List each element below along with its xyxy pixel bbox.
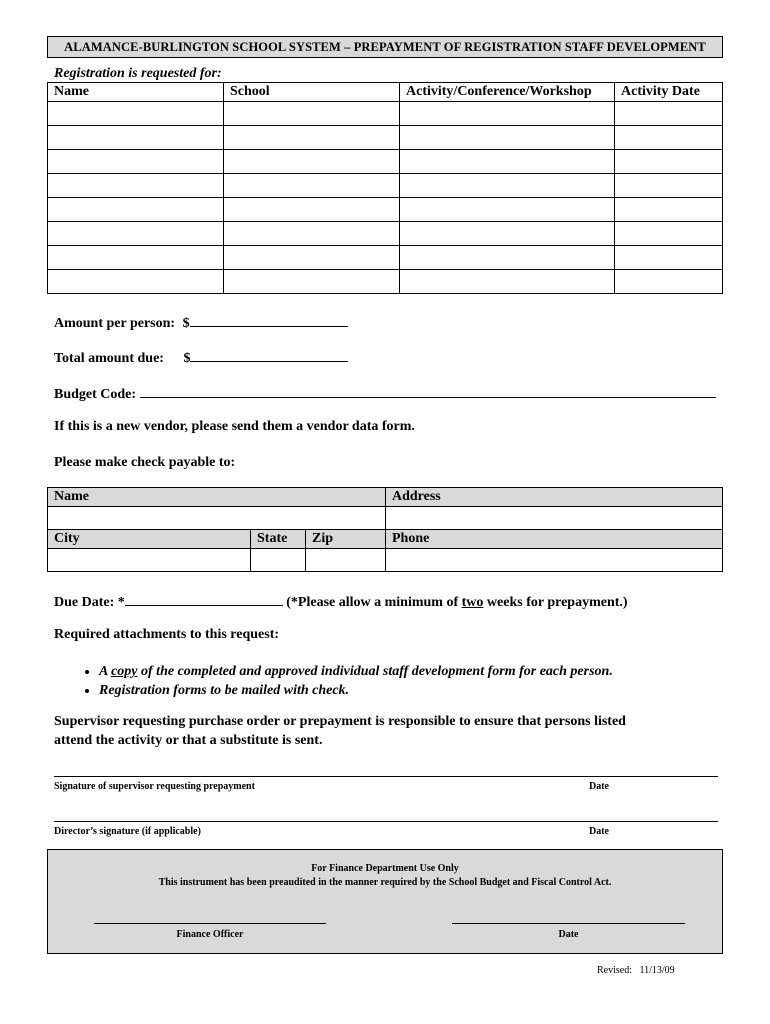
school-cell[interactable]: [224, 246, 400, 270]
activity-cell[interactable]: [400, 102, 615, 126]
finance-officer-label: Finance Officer: [176, 929, 244, 940]
name-cell[interactable]: [48, 270, 224, 294]
total-amount-row: [54, 347, 348, 367]
payable-label: Please make check payable to:: [54, 455, 236, 470]
payee-city-field[interactable]: [48, 549, 251, 572]
currency-symbol: $: [182, 316, 190, 331]
column-header-school: School: [224, 83, 400, 102]
list-item: • Registration forms to be mailed with check.: [99, 681, 734, 700]
due-date-row: [54, 591, 628, 611]
payee-location-entry-row: [48, 549, 723, 572]
budget-code-field[interactable]: [140, 383, 716, 398]
name-cell[interactable]: [48, 198, 224, 222]
activity-date-cell[interactable]: [615, 198, 723, 222]
payee-name-label: Name: [48, 488, 386, 507]
finance-department-box: [47, 849, 723, 954]
school-cell[interactable]: [224, 198, 400, 222]
payee-zip-label: Zip: [306, 530, 386, 549]
name-cell[interactable]: [48, 150, 224, 174]
school-cell[interactable]: [224, 174, 400, 198]
column-header-name: Name: [48, 83, 224, 102]
activity-date-cell[interactable]: [615, 174, 723, 198]
due-date-note-end: weeks for prepayment.): [483, 595, 628, 610]
due-date-note-start: (*Please allow a minimum of: [286, 595, 462, 610]
finance-statement: This instrument has been preaudited in the manner required by the School Budget and Fiscal Control Act.: [158, 877, 612, 888]
school-cell[interactable]: [224, 270, 400, 294]
activity-date-cell[interactable]: [615, 102, 723, 126]
list-item: • A copy of the completed and approved individual staff development form for each person.: [99, 662, 734, 681]
attachments-label: Required attachments to this request:: [54, 627, 280, 642]
director-signature-line[interactable]: [54, 821, 718, 822]
payee-table: [47, 487, 723, 572]
school-cell[interactable]: [224, 126, 400, 150]
revised-date: Revised: 11/13/09: [597, 965, 675, 976]
supervisor-signature-line[interactable]: [54, 776, 718, 777]
copy-emphasis: copy: [111, 664, 138, 679]
table-row: [48, 174, 723, 198]
name-cell[interactable]: [48, 174, 224, 198]
name-cell[interactable]: [48, 222, 224, 246]
payee-state-field[interactable]: [251, 549, 306, 572]
due-date-field[interactable]: [125, 591, 283, 606]
supervisor-responsibility-text: Supervisor requesting purchase order or prepayment is responsible to ensure that persons listed attend the activity or that a substitute is sent.: [54, 714, 626, 748]
amount-per-person-row: [54, 312, 348, 332]
director-signature-label: Director’s signature (if applicable): [54, 826, 201, 837]
school-cell[interactable]: [224, 102, 400, 126]
currency-symbol: $: [183, 351, 191, 366]
table-row: [48, 246, 723, 270]
table-row: [48, 102, 723, 126]
activity-cell[interactable]: [400, 126, 615, 150]
activity-cell[interactable]: [400, 150, 615, 174]
total-amount-field[interactable]: [190, 347, 348, 362]
finance-date-line[interactable]: [452, 923, 685, 924]
activity-cell[interactable]: [400, 246, 615, 270]
name-cell[interactable]: [48, 246, 224, 270]
payee-zip-field[interactable]: [306, 549, 386, 572]
column-header-activity: Activity/Conference/Workshop: [400, 83, 615, 102]
payee-state-label: State: [251, 530, 306, 549]
school-cell[interactable]: [224, 150, 400, 174]
table-row: [48, 270, 723, 294]
form-title: ALAMANCE-BURLINGTON SCHOOL SYSTEM – PREPAYMENT OF REGISTRATION STAFF DEVELOPMENT: [47, 36, 723, 58]
activity-cell[interactable]: [400, 198, 615, 222]
finance-date-label: Date: [558, 929, 579, 940]
finance-heading: For Finance Department Use Only: [311, 863, 459, 874]
payee-entry-row: [48, 507, 723, 530]
table-row: [48, 150, 723, 174]
amount-per-person-label: Amount per person:: [54, 316, 176, 331]
activity-date-cell[interactable]: [615, 246, 723, 270]
table-row: [48, 198, 723, 222]
budget-code-row: [54, 383, 716, 403]
school-cell[interactable]: [224, 222, 400, 246]
activity-date-cell[interactable]: [615, 150, 723, 174]
activity-date-cell[interactable]: [615, 222, 723, 246]
payee-location-header-row: [48, 530, 723, 549]
supervisor-signature-label: Signature of supervisor requesting prepayment: [54, 781, 255, 792]
activity-cell[interactable]: [400, 270, 615, 294]
table-row: [48, 126, 723, 150]
name-cell[interactable]: [48, 126, 224, 150]
activity-date-cell[interactable]: [615, 126, 723, 150]
new-vendor-text: If this is a new vendor, please send them a vendor data form.: [54, 419, 415, 434]
attachments-list: [54, 662, 734, 700]
payee-address-field[interactable]: [386, 507, 723, 530]
total-amount-label: Total amount due:: [54, 351, 164, 366]
column-header-activity-date: Activity Date: [615, 83, 723, 102]
payee-city-label: City: [48, 530, 251, 549]
payee-address-label: Address: [386, 488, 723, 507]
activity-date-cell[interactable]: [615, 270, 723, 294]
table-row: [48, 222, 723, 246]
name-cell[interactable]: [48, 102, 224, 126]
activity-cell[interactable]: [400, 174, 615, 198]
activity-cell[interactable]: [400, 222, 615, 246]
finance-officer-signature-line[interactable]: [94, 923, 326, 924]
budget-code-label: Budget Code:: [54, 387, 137, 402]
due-date-label: Due Date: *: [54, 595, 125, 610]
registration-header-row: [48, 83, 723, 102]
due-date-note-emphasis: two: [461, 595, 484, 610]
supervisor-date-label: Date: [589, 781, 609, 792]
payee-header-row: [48, 488, 723, 507]
payee-phone-label: Phone: [386, 530, 723, 549]
registration-table: [47, 82, 723, 294]
director-date-label: Date: [589, 826, 609, 837]
amount-per-person-field[interactable]: [190, 312, 348, 327]
registration-label: Registration is requested for:: [54, 66, 222, 81]
payee-phone-field[interactable]: [386, 549, 723, 572]
payee-name-field[interactable]: [48, 507, 386, 530]
